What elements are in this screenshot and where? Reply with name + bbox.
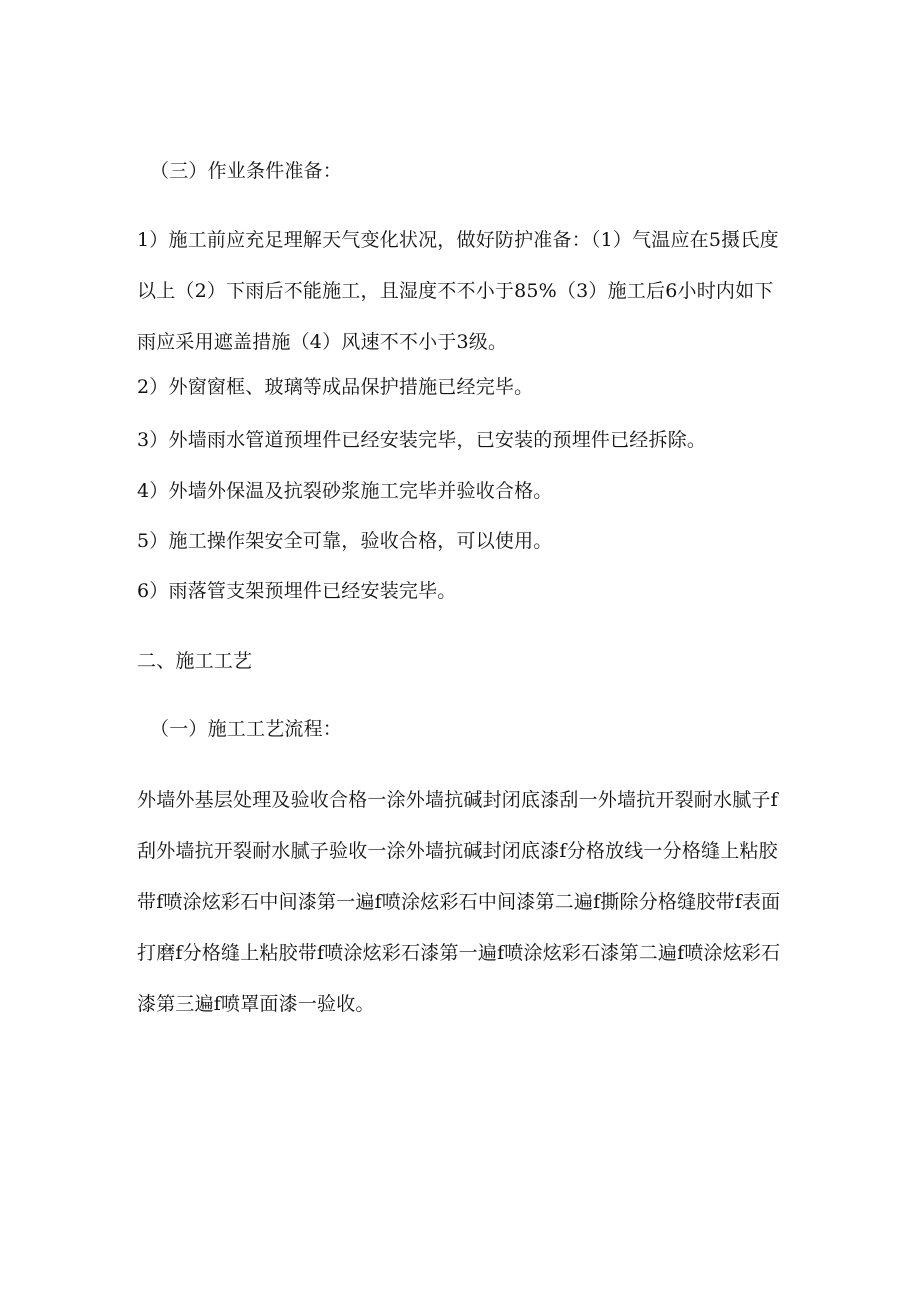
condition-item-5: 5）施工操作架安全可靠，验收合格，可以使用。	[137, 530, 553, 552]
condition-item-2: 2）外窗窗框、玻璃等成品保护措施已经完毕。	[137, 376, 534, 398]
condition-item-6: 6）雨落管支架预埋件已经安装完毕。	[137, 580, 457, 602]
process-flow-text: 外墙外基层处理及验收合格一涂外墙抗碱封闭底漆刮一外墙抗开裂耐水腻子f刮外墙抗开裂耐水腻子验收一涂外墙抗碱封闭底漆f分格放线一分格缝上粘胶带f喷涂炫彩石中间漆第一遍f喷涂炫彩石中间漆第二遍f撕除分格缝胶带f表面打磨f分格缝上粘胶带f喷涂炫彩石漆第一遍f喷涂炫彩石漆第二遍f喷涂炫彩石漆第三遍f喷罩面漆一验收。	[137, 789, 781, 1015]
heading-work-conditions: （三）作业条件准备：	[150, 160, 343, 182]
condition-item-4: 4）外墙外保温及抗裂砂浆施工完毕并验收合格。	[137, 480, 553, 502]
condition-item-1: 1）施工前应充足理解天气变化状况，做好防护准备：（1）气温应在5摄氏度以上（2）下雨后不能施工，且湿度不不小于85%（3）施工后6小时内如下雨应采用遮盖措施（4）风速不不小于3级。	[137, 229, 779, 353]
heading-process-flow: （一）施工工艺流程：	[150, 718, 343, 740]
heading-construction-process: 二、施工工艺	[137, 650, 253, 672]
condition-item-3: 3）外墙雨水管道预埋件已经安装完毕，已安装的预埋件已经拆除。	[137, 429, 707, 451]
